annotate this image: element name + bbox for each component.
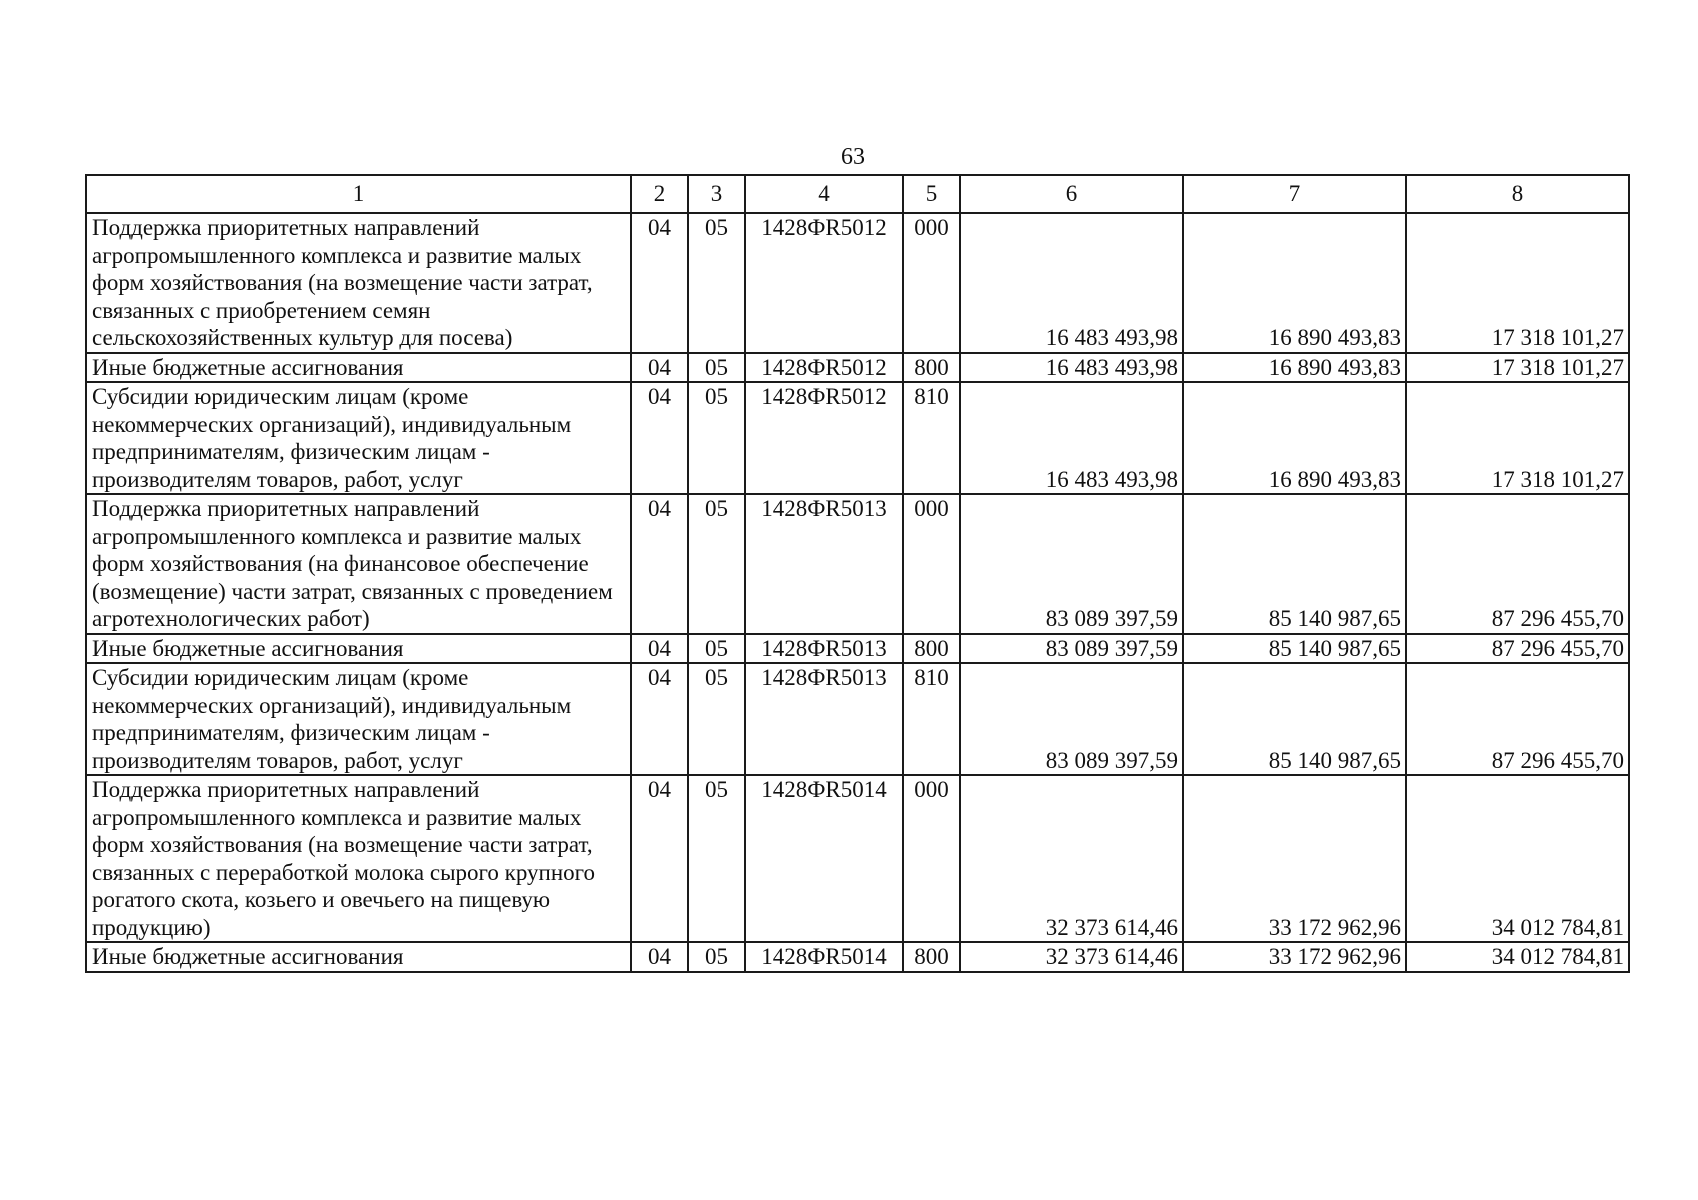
- row-type: 810: [903, 663, 960, 775]
- row-section: 04: [631, 213, 688, 353]
- row-section: 04: [631, 942, 688, 972]
- header-col-8: 8: [1406, 175, 1629, 213]
- row-amount-2: 85 140 987,65: [1183, 663, 1406, 775]
- row-amount-1: 83 089 397,59: [960, 663, 1183, 775]
- row-type: 800: [903, 634, 960, 664]
- row-subsection: 05: [688, 494, 745, 634]
- row-amount-3: 34 012 784,81: [1406, 942, 1629, 972]
- table-header: [86, 175, 1629, 213]
- row-amount-3: 17 318 101,27: [1406, 382, 1629, 494]
- header-col-3: 3: [688, 175, 745, 213]
- row-subsection: 05: [688, 353, 745, 383]
- row-name: Поддержка приоритетных направлений агропромышленного комплекса и развитие малых форм хозяйствования (на возмещение части затрат, связанных с переработкой молока сырого крупного рогатого скота, козьего и овечьего на пищевую продукцию): [86, 775, 631, 942]
- row-amount-1: 16 483 493,98: [960, 213, 1183, 353]
- header-col-6: 6: [960, 175, 1183, 213]
- row-amount-1: 32 373 614,46: [960, 942, 1183, 972]
- table-row: [86, 382, 1629, 494]
- row-amount-3: 17 318 101,27: [1406, 213, 1629, 353]
- table-body: [86, 213, 1629, 972]
- row-section: 04: [631, 775, 688, 942]
- row-amount-3: 17 318 101,27: [1406, 353, 1629, 383]
- row-amount-2: 85 140 987,65: [1183, 494, 1406, 634]
- row-target: 1428ФR5012: [745, 213, 903, 353]
- row-target: 1428ФR5012: [745, 353, 903, 383]
- row-name: Поддержка приоритетных направлений агропромышленного комплекса и развитие малых форм хозяйствования (на финансовое обеспечение (возмещение) части затрат, связанных с проведением агротехнологических работ): [86, 494, 631, 634]
- row-subsection: 05: [688, 382, 745, 494]
- row-section: 04: [631, 382, 688, 494]
- header-col-1: 1: [86, 175, 631, 213]
- row-section: 04: [631, 353, 688, 383]
- budget-table: [85, 174, 1630, 973]
- row-target: 1428ФR5012: [745, 382, 903, 494]
- row-amount-1: 32 373 614,46: [960, 775, 1183, 942]
- row-amount-1: 16 483 493,98: [960, 353, 1183, 383]
- header-col-7: 7: [1183, 175, 1406, 213]
- row-subsection: 05: [688, 775, 745, 942]
- row-type: 810: [903, 382, 960, 494]
- row-section: 04: [631, 663, 688, 775]
- row-type: 800: [903, 353, 960, 383]
- row-target: 1428ФR5014: [745, 775, 903, 942]
- row-name: Поддержка приоритетных направлений агропромышленного комплекса и развитие малых форм хозяйствования (на возмещение части затрат, связанных с приобретением семян сельскохозяйственных культур для посева): [86, 213, 631, 353]
- row-name: Иные бюджетные ассигнования: [86, 634, 631, 664]
- row-amount-1: 83 089 397,59: [960, 494, 1183, 634]
- row-amount-3: 87 296 455,70: [1406, 663, 1629, 775]
- table-row: [86, 942, 1629, 972]
- row-target: 1428ФR5014: [745, 942, 903, 972]
- table-row: [86, 213, 1629, 353]
- header-col-5: 5: [903, 175, 960, 213]
- row-type: 000: [903, 494, 960, 634]
- row-type: 000: [903, 775, 960, 942]
- row-subsection: 05: [688, 663, 745, 775]
- row-target: 1428ФR5013: [745, 494, 903, 634]
- page-number: [0, 143, 1698, 171]
- table-row: [86, 634, 1629, 664]
- row-amount-2: 85 140 987,65: [1183, 634, 1406, 664]
- row-amount-2: 33 172 962,96: [1183, 775, 1406, 942]
- header-col-4: 4: [745, 175, 903, 213]
- table-row: [86, 775, 1629, 942]
- row-section: 04: [631, 634, 688, 664]
- row-type: 800: [903, 942, 960, 972]
- table-row: [86, 663, 1629, 775]
- row-amount-2: 16 890 493,83: [1183, 213, 1406, 353]
- header-row: [86, 175, 1629, 213]
- row-type: 000: [903, 213, 960, 353]
- row-target: 1428ФR5013: [745, 634, 903, 664]
- row-amount-2: 16 890 493,83: [1183, 353, 1406, 383]
- row-name: Субсидии юридическим лицам (кроме некоммерческих организаций), индивидуальным предпринимателям, физическим лицам - производителям товаров, работ, услуг: [86, 663, 631, 775]
- table-row: [86, 353, 1629, 383]
- row-subsection: 05: [688, 942, 745, 972]
- row-subsection: 05: [688, 213, 745, 353]
- row-target: 1428ФR5013: [745, 663, 903, 775]
- page-number-text: 63: [841, 144, 865, 170]
- row-amount-2: 16 890 493,83: [1183, 382, 1406, 494]
- row-amount-1: 83 089 397,59: [960, 634, 1183, 664]
- row-amount-3: 34 012 784,81: [1406, 775, 1629, 942]
- row-section: 04: [631, 494, 688, 634]
- row-amount-3: 87 296 455,70: [1406, 634, 1629, 664]
- header-col-2: 2: [631, 175, 688, 213]
- row-name: Субсидии юридическим лицам (кроме некоммерческих организаций), индивидуальным предпринимателям, физическим лицам - производителям товаров, работ, услуг: [86, 382, 631, 494]
- row-amount-3: 87 296 455,70: [1406, 494, 1629, 634]
- row-name: Иные бюджетные ассигнования: [86, 942, 631, 972]
- table-row: [86, 494, 1629, 634]
- row-name: Иные бюджетные ассигнования: [86, 353, 631, 383]
- row-amount-2: 33 172 962,96: [1183, 942, 1406, 972]
- row-amount-1: 16 483 493,98: [960, 382, 1183, 494]
- row-subsection: 05: [688, 634, 745, 664]
